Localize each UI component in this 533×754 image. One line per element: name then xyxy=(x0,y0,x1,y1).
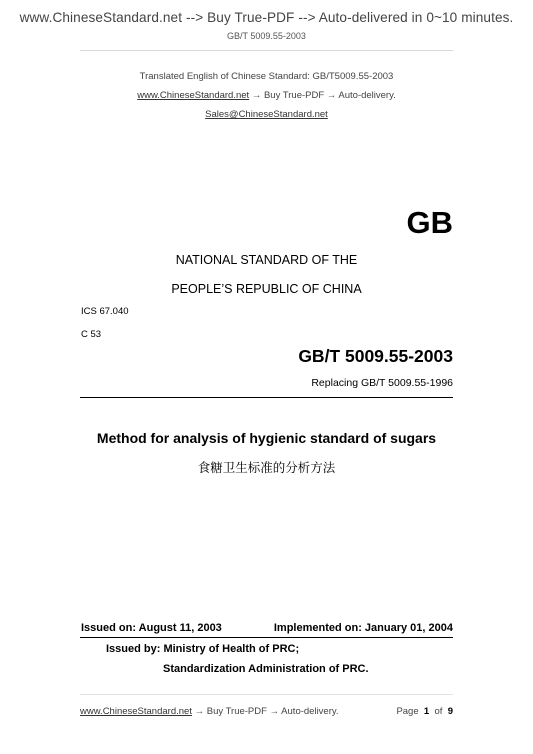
header-standard-ref: GB/T 5009.55-2003 xyxy=(227,31,306,41)
page-total: 9 xyxy=(447,706,453,717)
implemented-on-date: Implemented on: January 01, 2004 xyxy=(273,622,453,634)
dates-divider xyxy=(80,637,453,638)
gb-mark: GB xyxy=(406,205,453,240)
page-current: 1 xyxy=(423,706,430,717)
issued-on-date: Issued on: August 11, 2003 xyxy=(81,622,222,634)
issued-by: Issued by: Ministry of Health of PRC; xyxy=(106,643,300,655)
title-divider xyxy=(80,397,453,398)
page-label: Page xyxy=(396,706,419,717)
header-divider xyxy=(80,50,453,51)
document-title-chinese: 食糖卫生标准的分析方法 xyxy=(197,460,336,475)
footer-divider xyxy=(80,694,453,695)
document-title-english: Method for analysis of hygienic standard of sugars xyxy=(96,430,437,446)
sales-line xyxy=(0,109,533,120)
ccs-code: C 53 xyxy=(81,329,102,340)
national-standard-line-1: NATIONAL STANDARD OF THE xyxy=(175,253,358,267)
footer-buy-line xyxy=(80,706,339,717)
sales-email-link[interactable]: Sales@ChineseStandard.net xyxy=(205,109,328,120)
replacing-note: Replacing GB/T 5009.55-1996 xyxy=(311,377,453,389)
translated-note: Translated English of Chinese Standard: GB/T5009.55-2003 xyxy=(139,71,394,82)
buy-line xyxy=(0,90,533,101)
national-standard-line-2: PEOPLE’S REPUBLIC OF CHINA xyxy=(171,282,362,296)
page-number xyxy=(396,706,453,717)
top-banner: www.ChineseStandard.net --> Buy True-PDF --> Auto-delivered in 0~10 minutes. xyxy=(19,10,514,25)
buy-text: → Buy True-PDF → Auto-delivery. xyxy=(251,90,396,101)
footer-buy-text: → Buy True-PDF → Auto-delivery. xyxy=(194,706,339,717)
issued-by-second: Standardization Administration of PRC. xyxy=(163,663,369,675)
standard-number: GB/T 5009.55-2003 xyxy=(298,346,453,366)
ics-code: ICS 67.040 xyxy=(81,306,129,317)
site-link[interactable]: www.ChineseStandard.net xyxy=(137,90,250,101)
footer-site-link[interactable]: www.ChineseStandard.net xyxy=(80,706,192,717)
page-of: of xyxy=(434,706,443,717)
